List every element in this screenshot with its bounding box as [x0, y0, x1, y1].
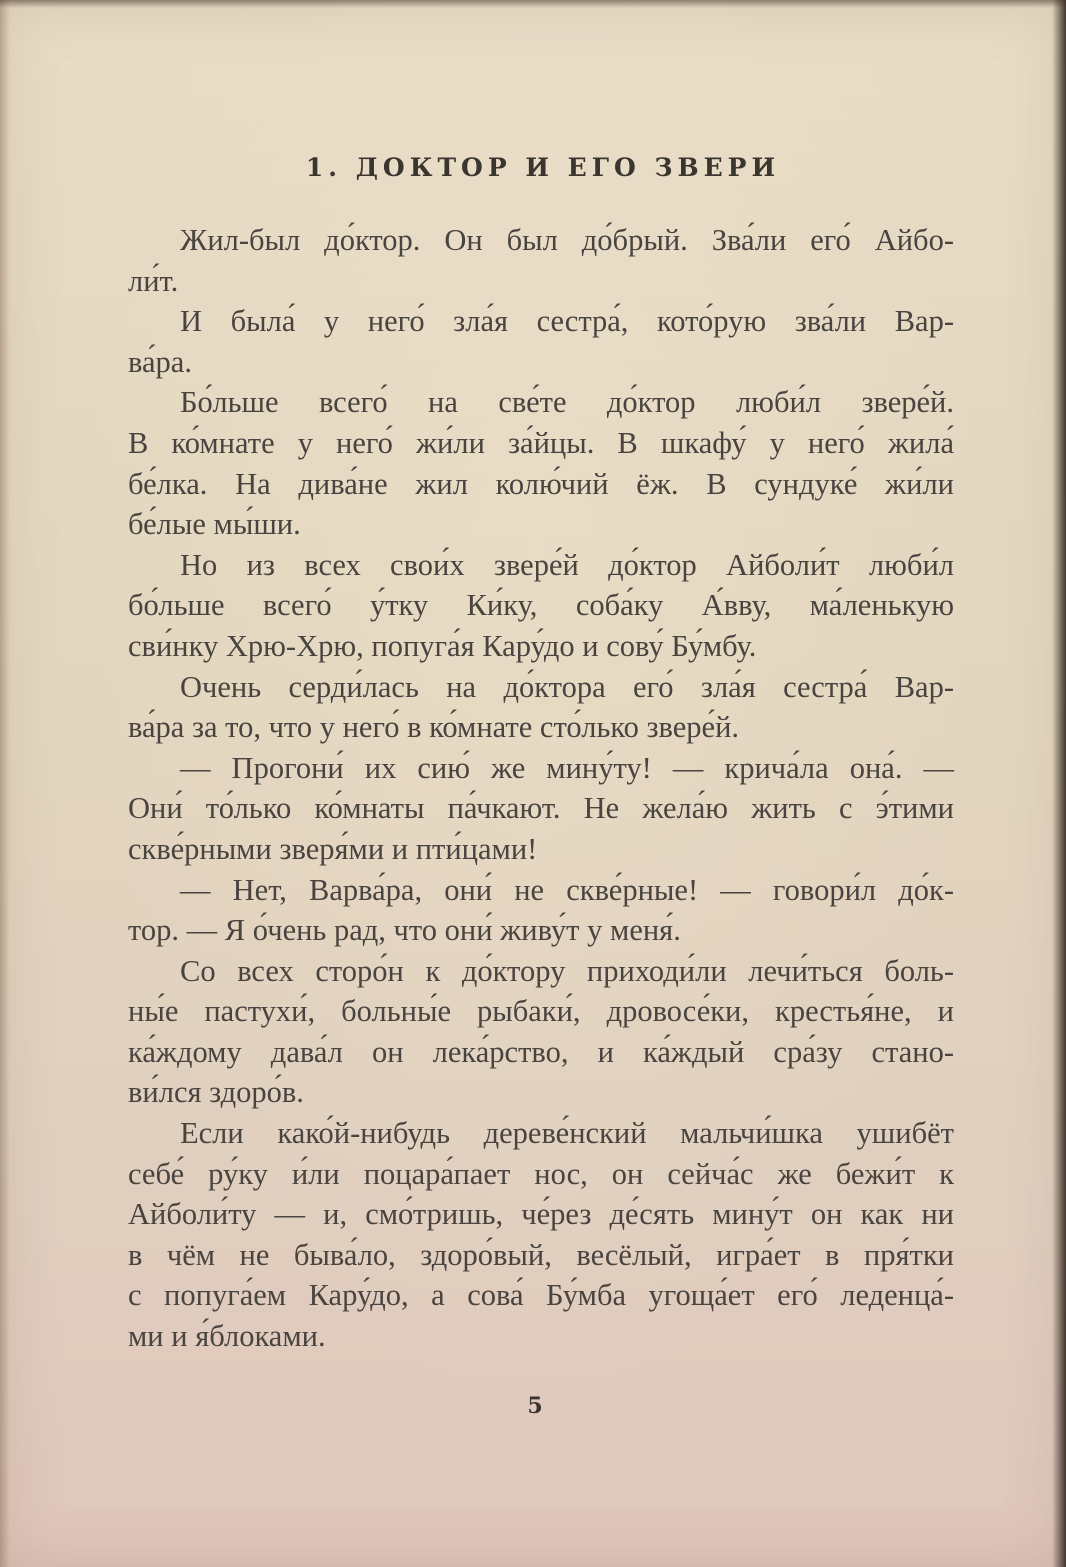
paragraph	[128, 382, 954, 544]
text-line: Со всех сторо́н к до́ктору приходи́ли лечи́ться боль-	[180, 953, 954, 988]
text-line: в чём не быва́ло, здоро́вый, весёлый, игра́ет в пря́тки	[128, 1237, 954, 1272]
text-line: скве́рными зверя́ми и пти́цами!	[128, 831, 538, 866]
paragraph	[128, 667, 954, 748]
text-line: с попуга́ем Кару́до, а сова́ Бу́мба угоща́ет его́ леденца́-	[128, 1278, 954, 1313]
text-line: Но из всех свои́х звере́й до́ктор Айболи́т люби́л	[180, 547, 954, 582]
text-line: — Нет, Варва́ра, они́ не скве́рные! — говори́л до́к-	[180, 872, 954, 907]
page-shadow-top	[0, 0, 1066, 8]
text-line: бе́лка. На дива́не жил колю́чий ёж. В сундуке́ жи́ли	[128, 466, 954, 501]
paragraph	[128, 301, 954, 382]
text-line: И была́ у него́ зла́я сестра́, кото́рую зва́ли Вар-	[180, 304, 954, 339]
text-line: тор. — Я о́чень рад, что они́ живу́т у меня́.	[128, 913, 681, 948]
paragraph	[128, 220, 954, 301]
text-line: ва́ра.	[128, 344, 192, 379]
page-number: 5	[527, 1393, 543, 1419]
text-line: — Прогони́ их сию́ же мину́ту! — крича́ла она́. —	[180, 750, 954, 785]
paragraph	[128, 1113, 954, 1357]
text-line: Если како́й-нибудь дереве́нский мальчи́шка ушибёт	[180, 1116, 954, 1151]
text-line: Бо́льше всего́ на све́те до́ктор люби́л звере́й.	[180, 385, 954, 420]
paragraph	[128, 870, 954, 951]
text-line: ли́т.	[128, 263, 179, 298]
text-line: себе́ ру́ку и́ли поцара́пает нос, он сейча́с же бежи́т к	[128, 1156, 954, 1191]
text-line: ка́ждому дава́л он лека́рство, и ка́ждый сра́зу стано-	[128, 1034, 954, 1069]
text-line: ва́ра за то, что у него́ в ко́мнате сто́лько звере́й.	[128, 710, 740, 745]
text-line: Жил-был до́ктор. Он был до́брый. Зва́ли его́ Айбо-	[180, 223, 954, 257]
text-line: В ко́мнате у него́ жи́ли за́йцы. В шкафу́ у него́ жила́	[128, 425, 954, 460]
chapter-title: 1. ДОКТОР И ЕГО ЗВЕРИ	[305, 153, 781, 182]
body-text	[128, 220, 954, 1357]
text-line: Очень серди́лась на до́ктора его́ зла́я сестра́ Вар-	[180, 669, 954, 704]
text-line: Айболи́ту — и, смо́тришь, че́рез де́сять мину́т он как ни	[128, 1197, 954, 1232]
text-line: бе́лые мы́ши.	[128, 507, 301, 542]
text-line: Они́ то́лько ко́мнаты па́чкают. Не жела́ю жить с э́тими	[128, 791, 954, 826]
paragraph	[128, 951, 954, 1113]
page-shadow-right	[1052, 0, 1066, 1567]
page-shadow-left	[0, 0, 10, 1567]
text-line: сви́нку Хрю-Хрю, попуга́я Кару́до и сову́ Бу́мбу.	[128, 628, 757, 663]
paragraph	[128, 545, 954, 667]
text-line: ны́е пастухи́, больны́е рыбаки́, дровосе́ки, крестья́не, и	[128, 994, 954, 1029]
text-line: бо́льше всего́ у́тку Ки́ку, соба́ку А́вву, ма́ленькую	[128, 588, 954, 623]
paragraph	[128, 748, 954, 870]
text-line: ми и я́блоками.	[128, 1319, 326, 1354]
text-line: ви́лся здоро́в.	[128, 1075, 304, 1110]
